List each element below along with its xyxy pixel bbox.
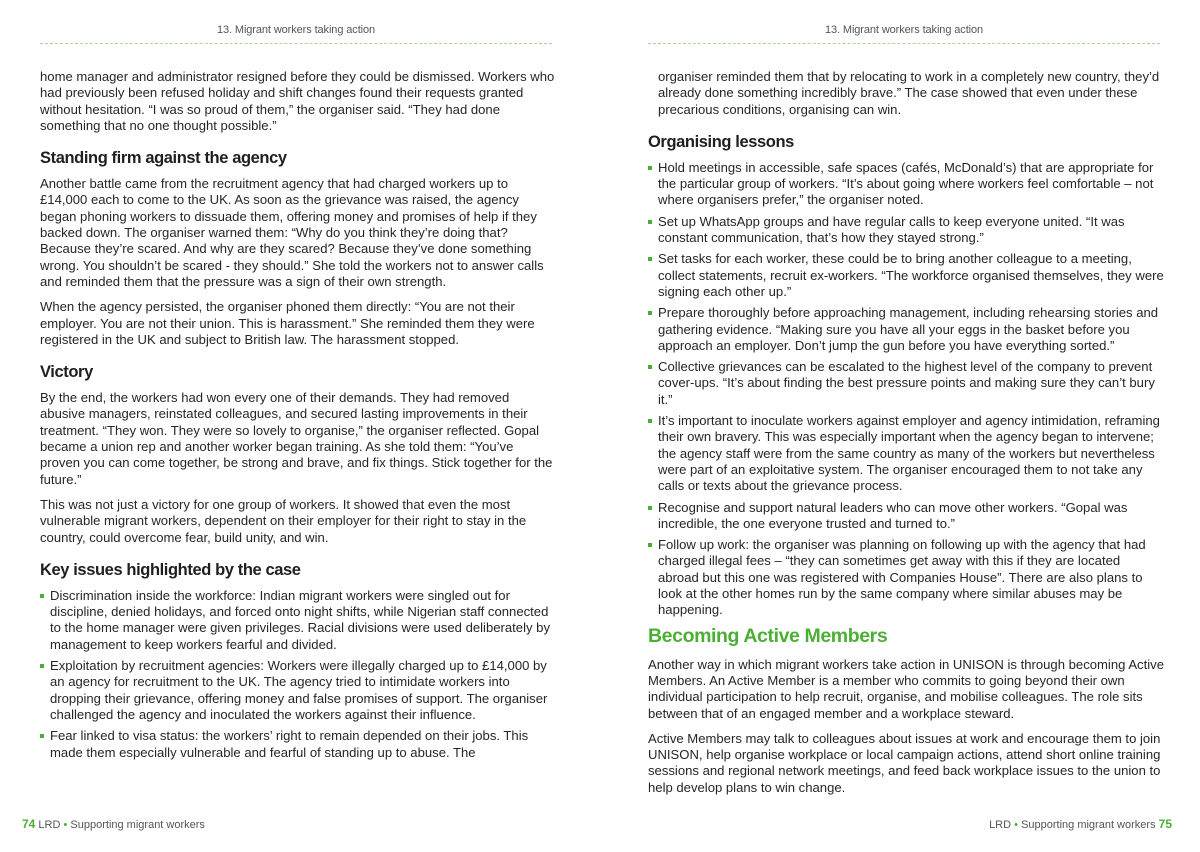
list-item bbox=[648, 251, 1164, 300]
list-item-text: Set tasks for each worker, these could be to bring another colleague to a meeting, collect statements, recruit ex-workers. “The workforce organised themselves, they were signing each other up.” bbox=[658, 251, 1164, 299]
square-bullet-icon bbox=[648, 506, 652, 510]
list-item-text: Set up WhatsApp groups and have regular calls to keep everyone united. “It was constant communication, that’s how they stayed strong.” bbox=[658, 213, 1125, 246]
list-item-text: Fear linked to visa status: the workers’ right to remain depended on their jobs. This made them especially vulnerable and fearful of standing up to abuse. The bbox=[50, 728, 529, 760]
square-bullet-icon bbox=[40, 594, 44, 598]
key-issues-list bbox=[40, 588, 556, 761]
list-item bbox=[648, 214, 1164, 247]
organising-lessons-list bbox=[648, 160, 1164, 619]
intro-paragraph: home manager and administrator resigned before they could be dismissed. Workers who had previously been refused holiday and shift changes found their requests granted without hesitation. “I was so proud of them,” the organiser said. “They had done something that no one thought possible.” bbox=[40, 69, 555, 133]
list-item-text: It’s important to inoculate workers against employer and agency intimidation, reframing their own bravery. This was especially important when the agency began to intervene; the agency staff were from the same country as many of the workers but nevertheless were part of an exploitative system. The organiser encouraged them to not take any calls or texts about the grievance process. bbox=[658, 413, 1160, 494]
page-number: 74 bbox=[22, 817, 36, 831]
square-bullet-icon bbox=[648, 220, 652, 224]
list-item bbox=[40, 588, 556, 653]
section-heading-key-issues: Key issues highlighted by the case bbox=[40, 560, 301, 579]
left-page-content bbox=[40, 69, 556, 766]
square-bullet-icon bbox=[648, 166, 652, 170]
square-bullet-icon bbox=[40, 664, 44, 668]
list-item-text: Exploitation by recruitment agencies: Workers were illegally charged up to £14,000 by an agency for recruitment to the UK. The agency tried to intimidate workers into dropping their grievance, offering money and false promises of support. The organiser challenged the agency and inoculated the workers against their influence. bbox=[50, 658, 548, 722]
list-item-text: Discrimination inside the workforce: Indian migrant workers were singled out for discipline, denied holidays, and forced onto night shifts, while Nigerian staff connected to the home manager were given privileges. Racial divisions were used deliberately by management to keep workers fearful and divided. bbox=[50, 587, 551, 652]
list-item-text: Collective grievances can be escalated to the highest level of the company to prevent cover-ups. “It’s about finding the best pressure points and making sure they can’t bury it.” bbox=[658, 359, 1155, 407]
right-page-content bbox=[648, 69, 1164, 805]
list-item bbox=[648, 413, 1164, 494]
square-bullet-icon bbox=[648, 419, 652, 423]
list-item bbox=[40, 728, 556, 761]
list-item bbox=[648, 500, 1164, 533]
list-item bbox=[648, 305, 1164, 354]
list-item bbox=[648, 160, 1164, 209]
running-head: 13. Migrant workers taking action bbox=[824, 24, 984, 36]
publisher: LRD bbox=[989, 819, 1012, 831]
publication-title: Supporting migrant workers bbox=[70, 819, 205, 831]
list-item-text: Hold meetings in accessible, safe spaces (cafés, McDonald’s) that are appropriate for the particular group of workers. “It’s about going where workers feel comfortable – not where organisers prefer,” the organiser noted. bbox=[658, 159, 1154, 208]
list-item-text: Recognise and support natural leaders who can move other workers. “Gopal was incredible, the one everyone trusted and turned to.” bbox=[658, 499, 1128, 531]
section-heading-organising-lessons: Organising lessons bbox=[648, 132, 794, 151]
publication-title: Supporting migrant workers bbox=[1021, 819, 1156, 831]
page-number: 75 bbox=[1158, 817, 1172, 831]
square-bullet-icon bbox=[648, 543, 652, 547]
separator-dot: • bbox=[63, 819, 68, 831]
square-bullet-icon bbox=[40, 734, 44, 738]
paragraph: When the agency persisted, the organiser phoned them directly: “You are not their employer. You are not their union. This is harassment.” She reminded them they were registered in the UK and subject to British law. The harassment stopped. bbox=[40, 299, 535, 347]
separator-dot: • bbox=[1014, 819, 1018, 831]
paragraph: Another way in which migrant workers take action in UNISON is through becoming Active Members. An Active Member is a member who commits to going beyond their own individual participation to help recruit, organise, and mobilise colleagues. The role sits between that of an engaged member and a workplace steward. bbox=[648, 656, 1164, 721]
square-bullet-icon bbox=[648, 311, 652, 315]
section-heading-victory: Victory bbox=[40, 363, 93, 382]
header-rule bbox=[648, 43, 1160, 44]
list-item-text: Prepare thoroughly before approaching management, including rehearsing stories and gathering evidence. “Making sure you have all your eggs in the basket before you approach an employer. Don’t jump the gun before you have everything sorted.” bbox=[658, 305, 1159, 353]
square-bullet-icon bbox=[648, 257, 652, 261]
section-heading-active-members: Becoming Active Members bbox=[648, 624, 888, 647]
paragraph: Another battle came from the recruitment agency that had charged workers up to £14,000 each to come to the UK. As soon as the grievance was raised, the agency began phoning workers to dissuade them, offering money and promises of help if they backed down. The organiser warned them: “Why do you think they’re doing that? Because they’re scared. And why are they scared? Because they’ve done something wrong. You shouldn’t be scared - they should.” She told the workers not to answer calls and reminded them that the pressure was a sign of their own strength. bbox=[40, 176, 544, 289]
paragraph: This was not just a victory for one group of workers. It showed that even the most vulnerable migrant workers, dependent on their employer for their right to stay in the country, could overcome fear, build unity, and win. bbox=[40, 496, 527, 545]
list-item-text: Follow up work: the organiser was planning on following up with the agency that had charged illegal fees – “they can sometimes get away with this if they are located abroad but this one was registered with Companies House”. There are also plans to look at the other homes run by the same company where similar abuses may be happening. bbox=[658, 537, 1146, 618]
list-item bbox=[648, 359, 1164, 408]
page-footer bbox=[22, 817, 205, 831]
header-rule bbox=[40, 43, 552, 44]
publisher: LRD bbox=[38, 819, 61, 831]
page-footer bbox=[989, 817, 1172, 831]
list-item bbox=[40, 658, 556, 723]
paragraph: Active Members may talk to colleagues about issues at work and encourage them to join UNISON, help organise workplace or local campaign actions, attend short online training sessions and regional network meetings, and feed back workplace issues to the union to help develop plans to win change. bbox=[648, 730, 1161, 795]
list-item bbox=[648, 537, 1164, 618]
square-bullet-icon bbox=[648, 365, 652, 369]
paragraph: By the end, the workers had won every one of their demands. They had removed abusive managers, reinstated colleagues, and secured lasting improvements in their treatment. “They won. They were so lovely to organise,” the organiser reflected. Gopal became a union rep and another worker began training. As she told them: “You’ve proven you can come together, be strong and brave, and fix things. Stick together for the future.” bbox=[40, 390, 553, 487]
running-head: 13. Migrant workers taking action bbox=[216, 24, 376, 36]
continued-paragraph: organiser reminded them that by relocating to work in a completely new country, they’d already done something incredibly brave.” The case showed that even under these precarious conditions, organising can win. bbox=[658, 69, 1160, 117]
right-page bbox=[600, 0, 1200, 852]
section-heading-agency: Standing firm against the agency bbox=[40, 149, 287, 168]
